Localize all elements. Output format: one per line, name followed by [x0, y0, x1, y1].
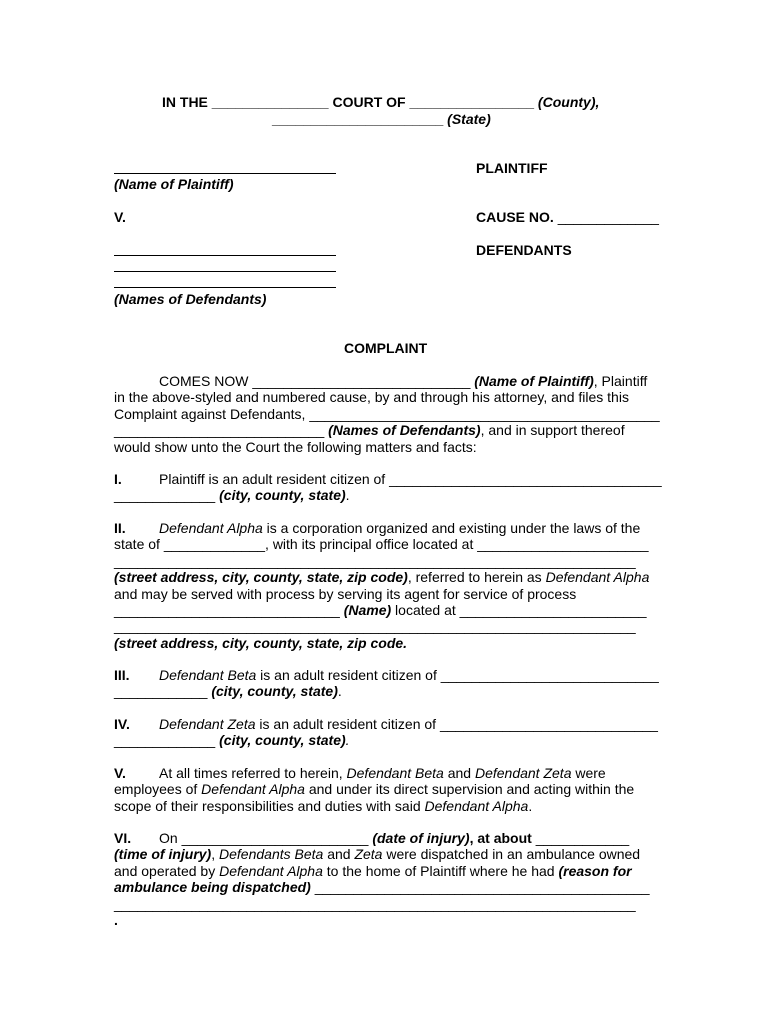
county-blank: ________________ [409, 94, 535, 110]
document-title: COMPLAINT [344, 340, 428, 356]
cause-no-blank: _____________ [557, 209, 659, 225]
defendant-line-3 [114, 287, 336, 288]
paragraph-number: III. [114, 667, 130, 683]
in-the-text: IN THE [162, 94, 212, 110]
names-of-defendants-label: (Names of Defendants) [114, 291, 267, 307]
name-of-plaintiff-label: (Name of Plaintiff) [114, 176, 234, 192]
court-of-text: COURT OF [328, 94, 410, 110]
county-label: (County), [534, 94, 600, 110]
court-heading [162, 94, 599, 110]
plaintiff-label: PLAINTIFF [476, 160, 548, 176]
defendant-line-1 [114, 255, 336, 256]
paragraph-number: I. [114, 471, 122, 487]
paragraph-number: II. [114, 520, 126, 536]
paragraph-v: V. At all times referred to herein, Defendant Beta and Defendant Zeta were employees of Defendant Alpha and under its direct supervision and acting within the scope of their responsibilities and duties with said Defendant Alpha. [114, 765, 635, 814]
defendant-line-2 [114, 271, 336, 272]
state-label: (State) [443, 111, 491, 127]
defendants-label: DEFENDANTS [476, 242, 572, 258]
intro-paragraph: COMES NOW ____________________________ (Name of Plaintiff), Plaintiff in the above-styled and numbered cause, by and through his attorney, and files this Complaint against Defendants, _____________________________________________ ___________________________ (Names of Defendants), and in support thereof would show unto the Court the following matters and facts: [114, 373, 660, 455]
paragraph-i: I. Plaintiff is an adult resident citizen of ___________________________________ _____________ (city, county, state). [114, 471, 662, 504]
paragraph-number: V. [114, 765, 126, 781]
paragraph-number: IV. [114, 716, 130, 732]
paragraph-vi: VI. On ________________________ (date of injury), at about ____________ (time of injury), Defendants Beta and Zeta were dispatched in an ambulance owned and operated by Defendant Alpha to the home of Plaintiff where he had (reason for ambulance being dispatched) ___________________________________________ ___________________________________________________________________ . [114, 830, 650, 929]
court-blank: _______________ [211, 94, 329, 110]
plaintiff-name-line [114, 173, 336, 174]
paragraph-number: VI. [114, 830, 132, 846]
paragraph-iii: III. Defendant Beta is an adult resident citizen of ____________________________ ____________ (city, county, state). [114, 667, 659, 700]
cause-no-label: CAUSE NO. [476, 209, 558, 225]
state-heading [272, 111, 491, 127]
versus-label: V. [114, 209, 126, 225]
state-blank: ______________________ [272, 111, 444, 127]
paragraph-iv: IV. Defendant Zeta is an adult resident citizen of ____________________________ _____________ (city, county, state). [114, 716, 658, 749]
paragraph-ii: II. Defendant Alpha is a corporation organized and existing under the laws of the state of _____________, with its principal office located at ______________________ ___________________________________________________________________ (street address, city, county, state, zip code), referred to herein as Defendant Alpha and may be served with process by serving its agent for service of process _____________________________ (Name) located at ________________________ ___________________________________________________________________ (street address, city, county, state, zip code. [114, 520, 650, 651]
cause-number [476, 209, 659, 225]
